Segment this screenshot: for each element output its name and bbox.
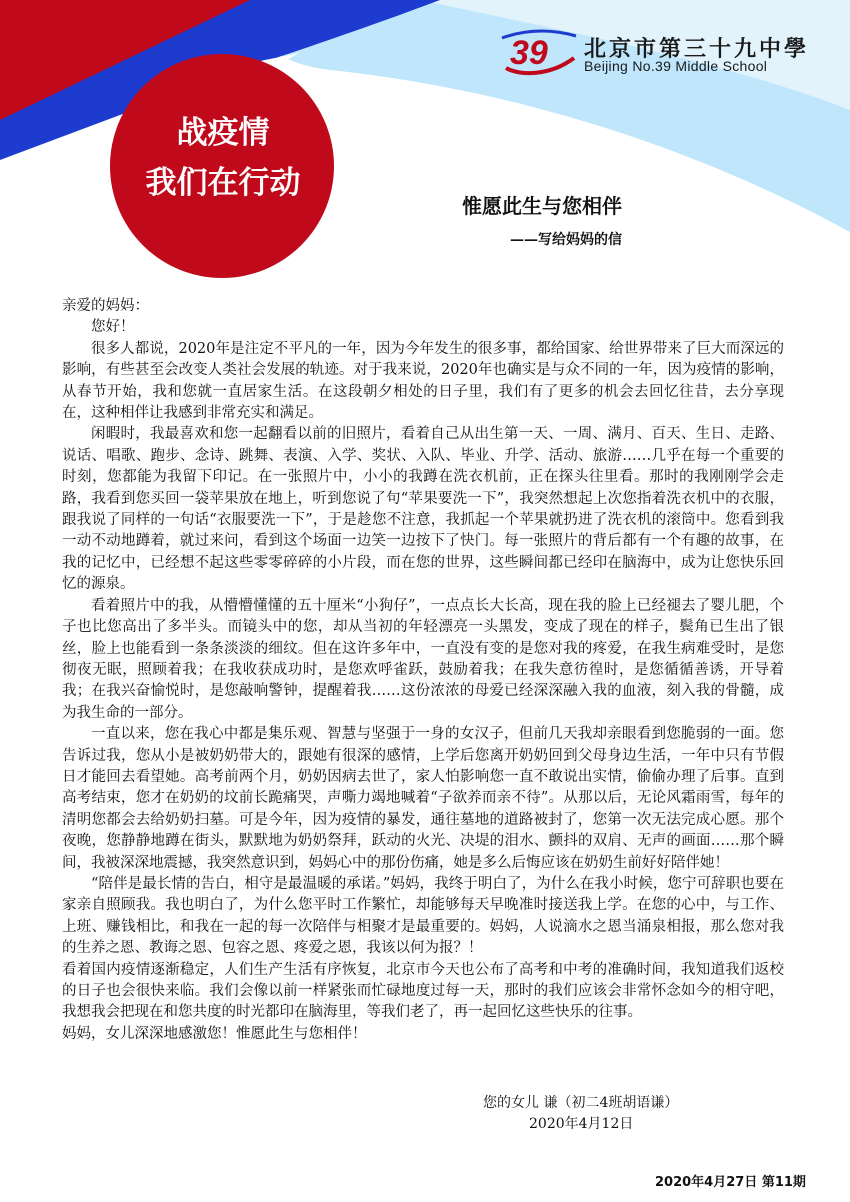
body-paragraph: 一直以来，您在我心中都是集乐观、智慧与坚强于一身的女汉子，但前几天我却亲眼看到您脆弱的一面。您告诉过我，您从小是被奶奶带大的，跟她有很深的感情，上学后您离开奶奶回到父母身边生活，一年中只有节假日才能回去看望她。高考前两个月，奶奶因病去世了，家人怕影响您一直不敢说出实情，偷偷办理了后事。直到高考结束，您才在奶奶的坟前长跪痛哭，声嘶力竭地喊着“子欲养而亲不待”。从那以后，无论风霜雨雪，每年的清明您都会去给奶奶扫墓。可是今年，因为疫情的暴发，通往墓地的道路被封了，您第一次无法完成心愿。那个夜晚，您静静地蹲在街头，默默地为奶奶祭拜，跃动的火光、决堤的泪水、颤抖的双肩、无声的画面……那个瞬间，我被深深地震撼，我突然意识到，妈妈心中的那份伤痛，她是多么后悔应该在奶奶生前好好陪伴她！ <box>62 726 784 871</box>
greeting: 您好！ <box>91 319 135 336</box>
closing-paragraph: 看着国内疫情逐渐稳定，人们生产生活有序恢复，北京市今天也公布了高考和中考的准确时间，我知道我们返校的日子也会很快来临。我们会像以前一样紧张而忙碌地度过每一天，那时的我们应该会非常怀念如今的相守吧，我想我会把现在和您共度的时光都印在脑海里，等我们老了，再一起回忆这些快乐的往事。 <box>62 961 784 1021</box>
issue-footer: 2020年4月27日 第11期 <box>655 1175 806 1190</box>
closing-paragraph: 妈妈，女儿深深地感激您！惟愿此生与您相伴！ <box>62 1025 367 1042</box>
logo-number: 39 <box>510 34 548 72</box>
campaign-badge <box>130 108 316 208</box>
school-name-en: Beijing No.39 Middle School <box>584 58 768 74</box>
body-paragraph: “陪伴是最长情的告白，相守是最温暖的承诺。”妈妈，我终于明白了，为什么在我小时候，您宁可辞职也要在家亲自照顾我。我也明白了，为什么您平时工作繁忙，却能够每天早晚准时接送我上学。在您的心中，与工作、上班、赚钱相比，和我在一起的每一次陪伴与相聚才是最重要的。妈妈，人说滴水之恩当涌泉相报，那么您对我的生养之恩、教诲之恩、包容之恩、疼爱之恩，我该以何为报？！ <box>62 875 784 957</box>
letter-body <box>62 296 784 1045</box>
body-paragraph: 看着照片中的我，从懵懵懂懂的五十厘米“小狗仔”，一点点长大长高，现在我的脸上已经褪去了婴儿肥，个子也比您高出了多半头。而镜头中的您，却从当初的年轻漂亮一头黑发，变成了现在的样子，鬓角已生出了银丝，脸上也能看到一条条淡淡的细纹。但在这许多年中，一直没有变的是您对我的疼爱，在我生病难受时，是您彻夜无眠，照顾着我；在我收获成功时，是您欢呼雀跃，鼓励着我；在我失意彷徨时，是您循循善诱，开导着我；在我兴奋愉悦时，是您敲响警钟，提醒着我……这份浓浓的母爱已经深深融入我的血液，刻入我的骨髓，成为我生命的一部分。 <box>62 597 784 721</box>
salutation: 亲爱的妈妈： <box>62 298 149 314</box>
letter-title: 惟愿此生与您相伴 <box>462 194 622 218</box>
school-logo <box>500 28 820 78</box>
school-emblem-icon <box>500 28 578 78</box>
signature: 您的女儿 谦（初二4班胡语谦） <box>483 1095 679 1111</box>
body-paragraph: 闲暇时，我最喜欢和您一起翻看以前的旧照片，看着自己从出生第一天、一周、满月、百天、生日、走路、说话、唱歌、跑步、念诗、跳舞、表演、入学、奖状、入队、毕业、升学、活动、旅游……几乎在每一个重要的时刻，您都能为我留下印记。在一张照片中，小小的我蹲在洗衣机前，正在探头往里看。那时的我刚刚学会走路，我看到您买回一袋苹果放在地上，听到您说了句“苹果要洗一下”，我突然想起上次您指着洗衣机中的衣服，跟我说了同样的一句话“衣服要洗一下”，于是趁您不注意，我抓起一个苹果就扔进了洗衣机的滚筒中。您看到我一动不动地蹲着，就过来问，看到这个场面一边笑一边按下了快门。每一张照片的背后都有一个有趣的故事，在我的记忆中，已经想不起这些零零碎碎的小片段，而在您的世界，这些瞬间都已经印在脑海中，成为让您快乐回忆的源泉。 <box>62 426 784 593</box>
body-paragraph: 很多人都说，2020年是注定不平凡的一年，因为今年发生的很多事，都给国家、给世界带来了巨大而深远的影响，有些甚至会改变人类社会发展的轨迹。对于我来说，2020年也确实是与众不同的一年，因为疫情的影响，从春节开始，我和您就一直居家生活。在这段朝夕相处的日子里，我们有了更多的机会去回忆往昔，去分享现在，这种相伴让我感到非常充实和满足。 <box>62 340 784 422</box>
letter-date: 2020年4月12日 <box>529 1116 634 1132</box>
letter-subtitle: ——写给妈妈的信 <box>510 232 622 248</box>
badge-line: 我们在行动 <box>145 165 301 201</box>
school-name-cn: 北京市第三十九中學 <box>584 37 810 62</box>
signature-block <box>483 1093 678 1135</box>
badge-line: 战疫情 <box>176 115 270 151</box>
